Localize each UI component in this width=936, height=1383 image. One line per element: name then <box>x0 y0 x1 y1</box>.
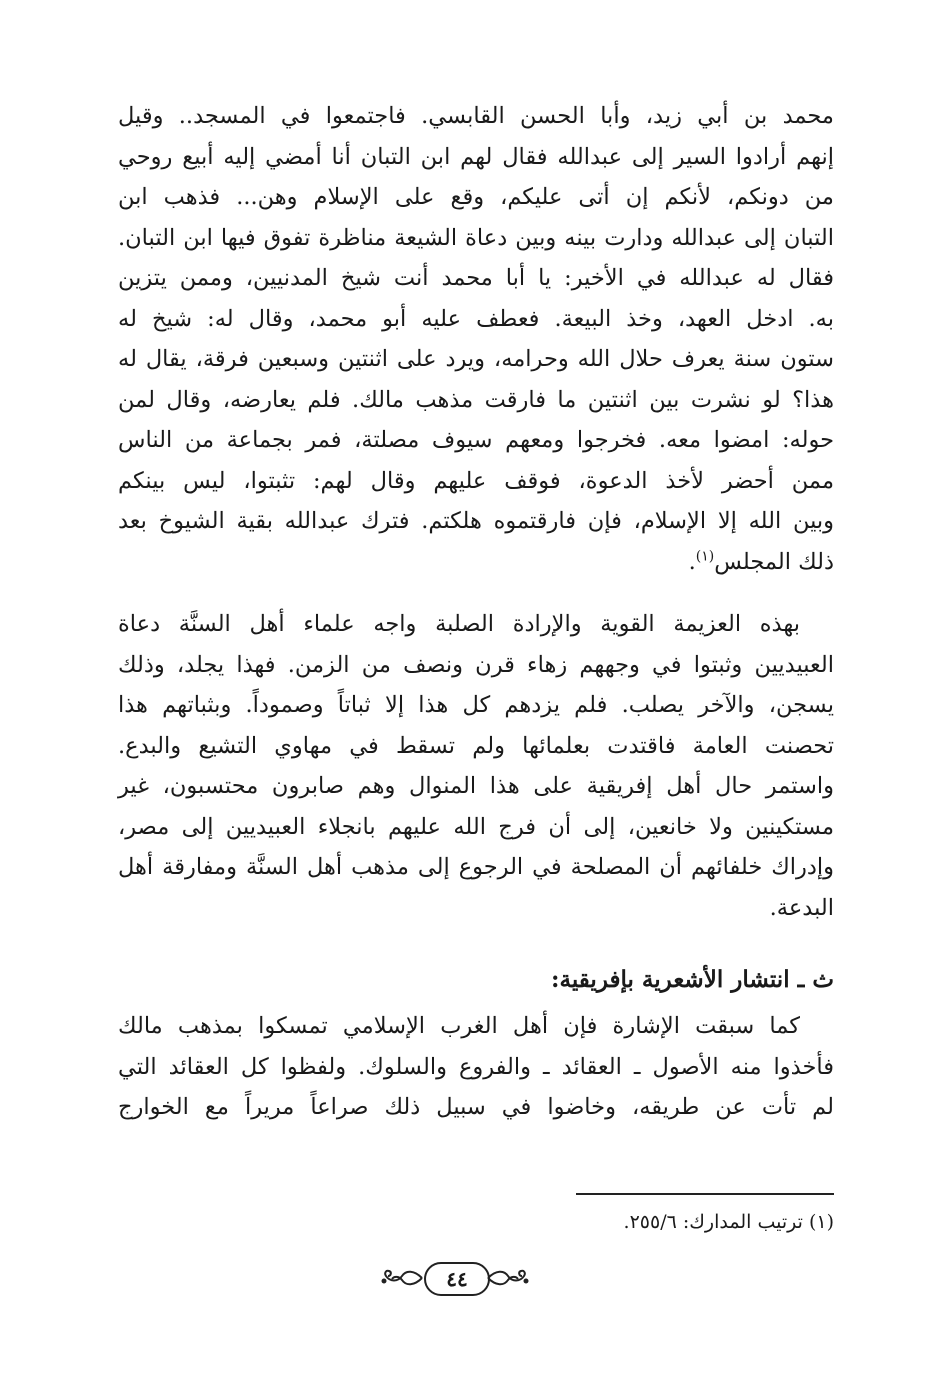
page-number-ornament <box>380 1258 530 1298</box>
text-line: العبيديين وثبتوا في وجههم زهاء قرن ونصف من الزمن. فهذا يجلد، وذلك <box>118 651 834 678</box>
text-fragment-end: . <box>688 548 696 575</box>
text-line-last <box>118 542 834 583</box>
floral-flourish-icon <box>380 1264 424 1292</box>
text-line: هذا؟ لو نشرت بين اثنتين ما فارقت مذهب مالك. فلم يعارضه، وقال لمن <box>118 386 834 413</box>
text-line: التبان إلى عبدالله ودارت بينه وبين دعاة الشيعة مناظرة تفوق فيها ابن التبان. <box>118 224 834 251</box>
text-line: مستكينين ولا خانعين، إلى أن فرج الله عليهم بانجلاء العبيديين إلى مصر، <box>118 813 834 840</box>
text-line: فأخذوا منه الأصول ـ العقائد ـ والفروع والسلوك. ولفظوا كل العقائد التي <box>118 1053 834 1080</box>
text-line: بهذه العزيمة القوية والإرادة الصلبة واجه علماء أهل السنَّة دعاة <box>118 611 800 637</box>
footnote-divider <box>576 1193 834 1195</box>
text-line: وإدراك خلفائهم أن المصلحة في الرجوع إلى مذهب أهل السنَّة ومفارقة أهل <box>118 854 834 880</box>
page-number: ٤٤ <box>424 1262 490 1296</box>
text-line: تحصنت العامة فاقتدت بعلمائها ولم تسقط في مهاوي التشيع والبدع. <box>118 732 834 759</box>
text-line: واستمر حال أهل إفريقية على هذا المنوال وهم صابرون محتسبون، غير <box>118 773 834 799</box>
page-body <box>118 96 834 1128</box>
paragraph-1 <box>118 96 834 582</box>
text-line: كما سبقت الإشارة فإن أهل الغرب الإسلامي تمسكوا بمذهب مالك <box>118 1013 800 1039</box>
footnote: (١) ترتيب المدارك: ٢٥٥/٦. <box>623 1211 834 1233</box>
text-line: ستون سنة يعرف حلال الله وحرامه، ويرد على اثنتين وسبعين فرقة، يقال له <box>118 346 834 372</box>
text-line-last: البدعة. <box>769 894 834 921</box>
text-line: يسجن، والآخر يصلب. فلم يزدهم كل هذا إلا ثباتاً وصموداً. وبثباتهم هذا <box>118 692 834 718</box>
text-line: حوله: امضوا معه. فخرجوا ومعهم سيوف مصلتة، فمر بجماعة من الناس <box>118 427 834 453</box>
text-line: إنهم أرادوا السير إلى عبدالله فقال لهم ابن التبان أنا أمضي إليه أبيع روحي <box>118 143 834 170</box>
text-line: به. ادخل العهد، وخذ البيعة. فعطف عليه أبو محمد، وقال له: شيخ له <box>118 305 834 332</box>
text-line: من دونكم، لأنكم إن أتى عليكم، وقع على الإسلام وهن... فذهب ابن <box>118 184 834 210</box>
paragraph-3 <box>118 1006 834 1128</box>
paragraph-2 <box>118 604 834 928</box>
text-line: فقال له عبدالله في الأخير: يا أبا محمد أنت شيخ المدنيين، وممن يتزين <box>118 265 834 291</box>
text-line: ممن أحضر لأخذ الدعوة، فوقف عليهم وقال لهم: تثبتوا، ليس بينكم <box>118 467 834 494</box>
section-heading: ث ـ انتشار الأشعرية بإفريقية: <box>551 966 834 993</box>
footnote-reference[interactable]: (١) <box>695 548 715 564</box>
text-line: وبين الله إلا الإسلام، فإن فارقتموه هلكتم. فترك عبدالله بقية الشيوخ بعد <box>118 508 834 534</box>
text-line: محمد بن أبي زيد، وأبا الحسن القابسي. فاجتمعوا في المسجد.. وقيل <box>118 103 834 129</box>
text-line: لم تأت عن طريقه، وخاضوا في سبيل ذلك صراعاً مريراً مع الخوارج <box>118 1094 834 1120</box>
text-fragment: ذلك المجلس <box>714 548 834 575</box>
floral-flourish-icon <box>486 1264 530 1292</box>
